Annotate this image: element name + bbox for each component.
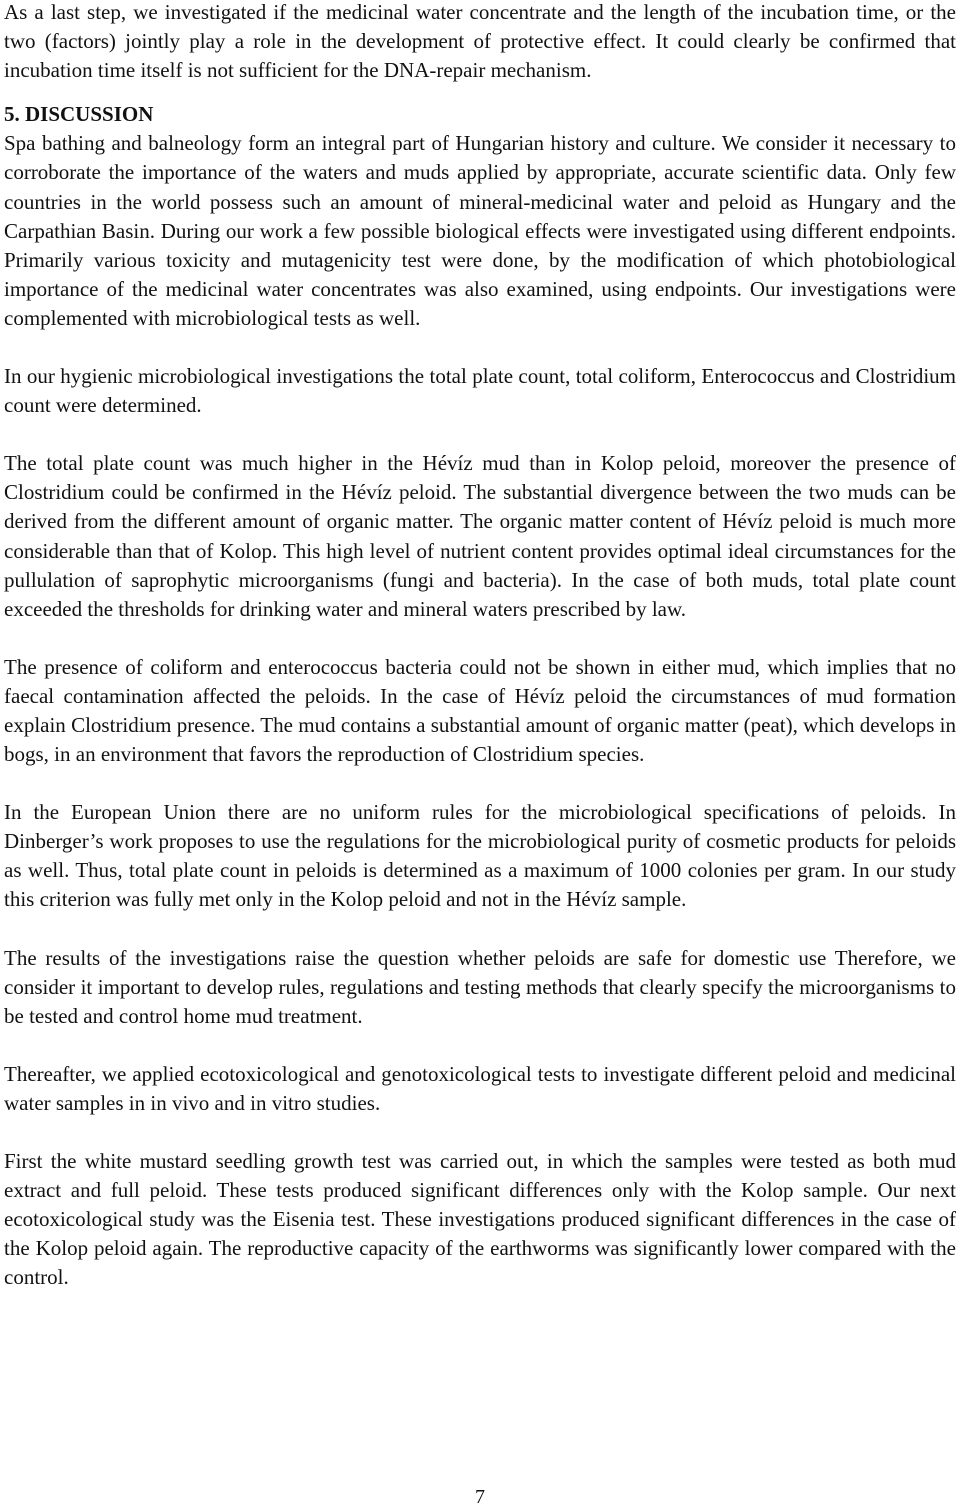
spacer bbox=[4, 85, 956, 100]
document-page bbox=[4, 0, 956, 1292]
spacer bbox=[4, 1031, 956, 1060]
page-number: 7 bbox=[475, 1486, 485, 1508]
spacer bbox=[4, 333, 956, 362]
paragraph-ecotoxicological: Thereafter, we applied ecotoxicological and genotoxicological tests to investigate different peloid and medicinal water samples in in vivo and in vitro studies. bbox=[4, 1061, 956, 1115]
intro-paragraph: As a last step, we investigated if the medicinal water concentrate and the length of the incubation time, or the two (factors) jointly play a role in the development of protective effect. It could clearly be confirmed that incubation time itself is not sufficient for the DNA-repair mechanism. bbox=[4, 0, 956, 83]
paragraph-total-plate-count: The total plate count was much higher in the Hévíz mud than in Kolop peloid, moreover the presence of Clostridium could be confirmed in the Hévíz peloid. The substantial divergence between the two muds can be derived from the different amount of organic matter. The organic matter content of Hévíz peloid is much more considerable than that of Kolop. This high level of nutrient content provides optimal ideal circumstances for the pullulation of saprophytic microorganisms (fungi and bacteria). In the case of both muds, total plate count exceeded the thresholds for drinking water and mineral waters prescribed by law. bbox=[4, 451, 956, 621]
spacer bbox=[4, 624, 956, 653]
spacer bbox=[4, 420, 956, 449]
paragraph-spa-bathing: Spa bathing and balneology form an integral part of Hungarian history and culture. We consider it necessary to corroborate the importance of the waters and muds applied by appropriate, accurate scientific data. Only few countries in the world possess such an amount of mineral-medicinal water and peloid as Hungary and the Carpathian Basin. During our work a few possible biological effects were investigated using different endpoints. Primarily various toxicity and mutagenicity test were done, by the modification of which photobiological importance of the medicinal water concentrates was also examined, using endpoints. Our investigations were complemented with microbiological tests as well. bbox=[4, 131, 956, 330]
spacer bbox=[4, 915, 956, 944]
section-heading: 5. DISCUSSION bbox=[4, 102, 154, 127]
paragraph-mustard-test: First the white mustard seedling growth test was carried out, in which the samples were tested as both mud extract and full peloid. These tests produced significant differences only with the Kolop sample. Our next ecotoxicological study was the Eisenia test. These investigations produced significant differences in the case of the Kolop peloid again. The reproductive capacity of the earthworms was significantly lower compared with the control. bbox=[4, 1149, 956, 1290]
spacer bbox=[4, 1118, 956, 1147]
paragraph-domestic-use: The results of the investigations raise the question whether peloids are safe for domestic use Therefore, we consider it important to develop rules, regulations and testing methods that clearly specify the microorganisms to be tested and control home mud treatment. bbox=[4, 945, 956, 1028]
spacer bbox=[4, 769, 956, 798]
paragraph-coliform: The presence of coliform and enterococcus bacteria could not be shown in either mud, which implies that no faecal contamination affected the peloids. In the case of Hévíz peloid the circumstances of mud formation explain Clostridium presence. The mud contains a substantial amount of organic matter (peat), which develops in bogs, in an environment that favors the reproduction of Clostridium species. bbox=[4, 654, 956, 767]
paragraph-hygienic-investigations: In our hygienic microbiological investigations the total plate count, total coliform, Enterococcus and Clostridium count were determined. bbox=[4, 364, 956, 418]
paragraph-european-union: In the European Union there are no uniform rules for the microbiological specifications of peloids. In Dinberger’s work proposes to use the regulations for the microbiological purity of cosmetic products for peloids as well. Thus, total plate count in peloids is determined as a maximum of 1000 colonies per gram. In our study this criterion was fully met only in the Kolop peloid and not in the Hévíz sample. bbox=[4, 800, 956, 912]
